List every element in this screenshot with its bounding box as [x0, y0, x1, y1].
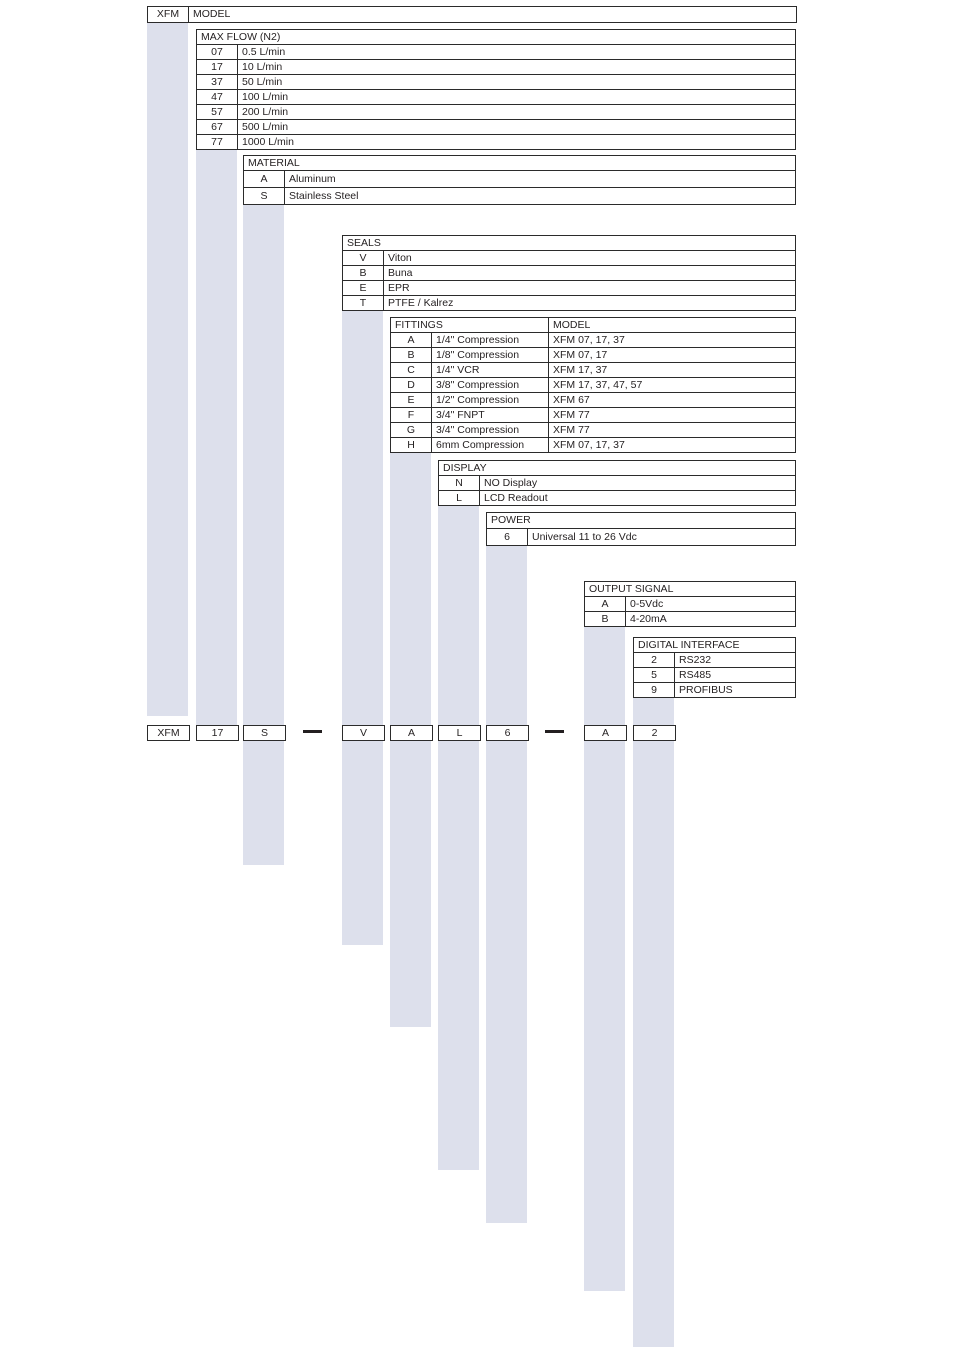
material-title: MATERIAL [244, 156, 796, 171]
table-row [585, 597, 796, 612]
flow-code: 57 [197, 105, 238, 120]
fittings-code: C [391, 363, 432, 378]
model-column-strip [147, 21, 188, 716]
table-row [391, 333, 796, 348]
table-row [197, 90, 796, 105]
table-row [343, 296, 796, 311]
digital-interface-table [633, 637, 796, 698]
interface-code: 9 [634, 683, 675, 698]
seals-value: Viton [384, 251, 796, 266]
example-seals-box: V [342, 725, 385, 741]
table-row [634, 653, 796, 668]
fittings-value: 1/2" Compression [432, 393, 549, 408]
display-column-strip [438, 475, 479, 1170]
output-column-strip [584, 596, 625, 1291]
display-table [438, 460, 796, 506]
example-material-box: S [243, 725, 286, 741]
example-display-box: L [438, 725, 481, 741]
interface-value: PROFIBUS [675, 683, 796, 698]
fittings-code: D [391, 378, 432, 393]
fittings-value: 1/4" Compression [432, 333, 549, 348]
output-value: 4-20mA [626, 612, 796, 627]
table-row [197, 45, 796, 60]
output-code: A [585, 597, 626, 612]
table-row [634, 683, 796, 698]
table-row [487, 529, 796, 546]
seals-code: B [343, 266, 384, 281]
example-interface-box: 2 [633, 725, 676, 741]
fittings-model: XFM 77 [549, 408, 796, 423]
seals-table [342, 235, 796, 311]
display-code: N [439, 476, 480, 491]
material-code: A [244, 171, 285, 188]
interface-code: 5 [634, 668, 675, 683]
separator-dash [545, 730, 564, 733]
table-row [197, 60, 796, 75]
table-row [197, 105, 796, 120]
interface-value: RS232 [675, 653, 796, 668]
table-row [391, 423, 796, 438]
fittings-value: 3/4" Compression [432, 423, 549, 438]
flow-value: 0.5 L/min [238, 45, 796, 60]
power-title: POWER [487, 513, 796, 529]
model-code: XFM [148, 7, 189, 22]
fittings-model: XFM 77 [549, 423, 796, 438]
power-table [486, 512, 796, 546]
seals-code: T [343, 296, 384, 311]
flow-code: 07 [197, 45, 238, 60]
flow-code: 37 [197, 75, 238, 90]
table-row [391, 393, 796, 408]
fittings-model: XFM 67 [549, 393, 796, 408]
table-row [391, 378, 796, 393]
seals-title: SEALS [343, 236, 796, 251]
separator-dash [303, 730, 322, 733]
table-row [244, 171, 796, 188]
fittings-value: 3/4" FNPT [432, 408, 549, 423]
table-row [343, 266, 796, 281]
fittings-value: 3/8" Compression [432, 378, 549, 393]
fittings-code: B [391, 348, 432, 363]
power-code: 6 [487, 529, 528, 546]
display-value: NO Display [480, 476, 796, 491]
fittings-value: 6mm Compression [432, 438, 549, 453]
table-row [197, 135, 796, 150]
output-value: 0-5Vdc [626, 597, 796, 612]
digital-interface-title: DIGITAL INTERFACE [634, 638, 796, 653]
output-signal-title: OUTPUT SIGNAL [585, 582, 796, 597]
flow-code: 17 [197, 60, 238, 75]
flow-value: 1000 L/min [238, 135, 796, 150]
fittings-value: 1/4" VCR [432, 363, 549, 378]
material-value: Aluminum [285, 171, 796, 188]
fittings-title: FITTINGS [391, 318, 549, 333]
material-table [243, 155, 796, 205]
display-title: DISPLAY [439, 461, 796, 476]
table-row [585, 612, 796, 627]
table-row [391, 408, 796, 423]
flow-code: 47 [197, 90, 238, 105]
power-column-strip [486, 528, 527, 1223]
table-row [634, 668, 796, 683]
interface-code: 2 [634, 653, 675, 668]
seals-column-strip [342, 250, 383, 945]
max-flow-title: MAX FLOW (N2) [197, 30, 796, 45]
seals-value: Buna [384, 266, 796, 281]
fittings-model: XFM 17, 37 [549, 363, 796, 378]
material-column-strip [243, 170, 284, 865]
example-model-box: XFM [147, 725, 190, 741]
fittings-code: F [391, 408, 432, 423]
fittings-code: A [391, 333, 432, 348]
flow-value: 100 L/min [238, 90, 796, 105]
table-row [439, 491, 796, 506]
material-code: S [244, 188, 285, 205]
fittings-model: XFM 17, 37, 47, 57 [549, 378, 796, 393]
fittings-model: XFM 07, 17 [549, 348, 796, 363]
interface-value: RS485 [675, 668, 796, 683]
example-fittings-box: A [390, 725, 433, 741]
table-row [197, 120, 796, 135]
display-value: LCD Readout [480, 491, 796, 506]
seals-value: EPR [384, 281, 796, 296]
fittings-model: XFM 07, 17, 37 [549, 333, 796, 348]
table-row [343, 281, 796, 296]
interface-column-strip [633, 652, 674, 1347]
example-flow-box: 17 [196, 725, 239, 741]
seals-value: PTFE / Kalrez [384, 296, 796, 311]
flow-value: 200 L/min [238, 105, 796, 120]
max-flow-table [196, 29, 796, 150]
seals-code: V [343, 251, 384, 266]
table-row [197, 75, 796, 90]
fittings-code: H [391, 438, 432, 453]
flow-value: 50 L/min [238, 75, 796, 90]
seals-code: E [343, 281, 384, 296]
material-value: Stainless Steel [285, 188, 796, 205]
display-code: L [439, 491, 480, 506]
table-row [439, 476, 796, 491]
model-header-bar [147, 6, 797, 23]
example-power-box: 6 [486, 725, 529, 741]
table-row [391, 438, 796, 453]
example-output-box: A [584, 725, 627, 741]
fittings-model: XFM 07, 17, 37 [549, 438, 796, 453]
table-row [343, 251, 796, 266]
table-row [391, 348, 796, 363]
fittings-value: 1/8" Compression [432, 348, 549, 363]
fittings-code: G [391, 423, 432, 438]
model-label: MODEL [193, 8, 231, 20]
flow-value: 500 L/min [238, 120, 796, 135]
fittings-code: E [391, 393, 432, 408]
table-row [244, 188, 796, 205]
flow-value: 10 L/min [238, 60, 796, 75]
flow-code: 67 [197, 120, 238, 135]
fittings-model-title: MODEL [549, 318, 796, 333]
output-signal-table [584, 581, 796, 627]
power-value: Universal 11 to 26 Vdc [528, 529, 796, 546]
output-code: B [585, 612, 626, 627]
flow-code: 77 [197, 135, 238, 150]
table-row [391, 363, 796, 378]
fittings-table [390, 317, 796, 453]
